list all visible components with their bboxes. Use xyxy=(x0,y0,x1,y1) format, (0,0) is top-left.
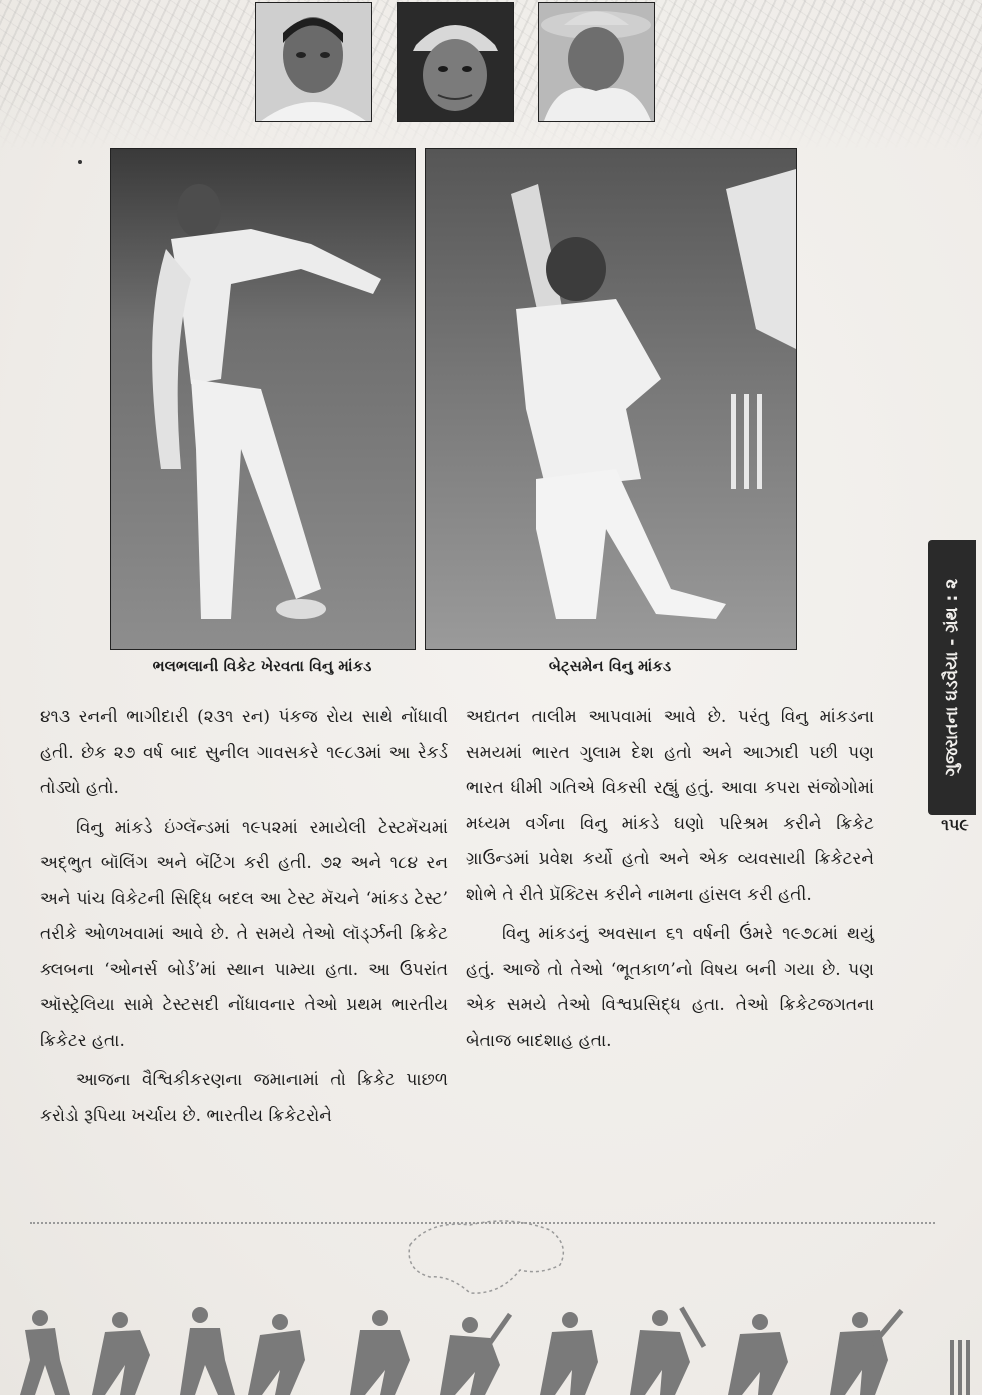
paragraph: અદ્યતન તાલીમ આપવામાં આવે છે. પરંતુ વિનુ માંકડના સમયમાં ભારત ગુલામ દેશ હતો અને આઝાદી પછી પણ ભારત ધીમી ગતિએ વિકસી રહ્યું હતું. આવા કપરા સંજોગોમાં મધ્યમ વર્ગના વિનુ માંકડે ઘણો પરિશ્રમ કરીને ક્રિકેટ ગ્રાઉન્ડમાં પ્રવેશ કર્યો હતો અને એક વ્યવસાયી ક્રિકેટરને શોભે તે રીતે પ્રૅક્ટિસ કરીને નામના હાંસલ કરી હતી. xyxy=(466,707,874,905)
bowler-photo-caption: ભલભલાની વિકેટ ખેરવતા વિનુ માંકડ xyxy=(152,657,372,675)
book-section-tab xyxy=(928,540,976,815)
portrait-photo-3 xyxy=(538,2,655,122)
ink-dot xyxy=(78,160,82,164)
paragraph: આજના વૈશ્વિકીકરણના જમાનામાં તો ક્રિકેટ પાછળ કરોડો રૂપિયા ખર્ચાય છે. ભારતીય ક્રિકેટરોને xyxy=(40,1070,448,1126)
paragraph: વિનુ માંકડનું અવસાન ૬૧ વર્ષની ઉંમરે ૧૯૭૮માં થયું હતું. આજે તો તેઓ ‘ભૂતકાળ’નો વિષય બની ગયા છે. પણ એક સમયે તેઓ વિશ્વપ્રસિદ્ધ હતા. તેઓ ક્રિકેટજગતના બેતાજ બાદશાહ હતા. xyxy=(466,924,874,1051)
portrait-photo-1 xyxy=(255,2,372,122)
right-text-column xyxy=(466,700,874,1063)
bowler-photo xyxy=(110,148,416,650)
book-section-title: ગુજરાતના ઘડવૈયા - ગ્રંથ : ૨ xyxy=(942,578,962,777)
cricket-silhouette-border xyxy=(0,1300,982,1395)
page-number: ૧૫૯ xyxy=(941,815,969,834)
batsman-photo xyxy=(425,148,797,650)
gujarat-map-icon xyxy=(400,1215,575,1300)
portrait-photo-2 xyxy=(397,2,514,122)
paragraph: ૪૧૩ રનની ભાગીદારી (૨૩૧ રન) પંકજ રોય સાથે નોંધાવી હતી. છેક ૨૭ વર્ષ બાદ સુનીલ ગાવસકરે ૧૯૮૩માં આ રેકર્ડ તોડ્યો હતો. xyxy=(40,707,448,798)
paragraph: વિનુ માંકડે ઇંગ્લૅન્ડમાં ૧૯૫૨માં રમાયેલી ટેસ્ટમૅચમાં અદ્ભુત બૉલિંગ અને બૅટિંગ કરી હતી. ૭૨ અને ૧૮૪ રન અને પાંચ વિકેટની સિદ્ધિ બદલ આ ટેસ્ટ મૅચને ‘માંકડ ટેસ્ટ’ તરીકે ઓળખવામાં આવે છે. તે સમયે તેઓ લૉર્ડ્ઝની ક્રિકેટ ક્લબના ‘ઓનર્સ બોર્ડ’માં સ્થાન પામ્યા હતા. આ ઉપરાંત ઑસ્ટ્રેલિયા સામે ટેસ્ટસદી નોંધાવનાર તેઓ પ્રથમ ભારતીય ક્રિકેટર હતા. xyxy=(40,817,448,1051)
batsman-photo-caption: બેટ્સમેન વિનુ માંકડ xyxy=(548,657,672,675)
left-text-column xyxy=(40,700,448,1138)
